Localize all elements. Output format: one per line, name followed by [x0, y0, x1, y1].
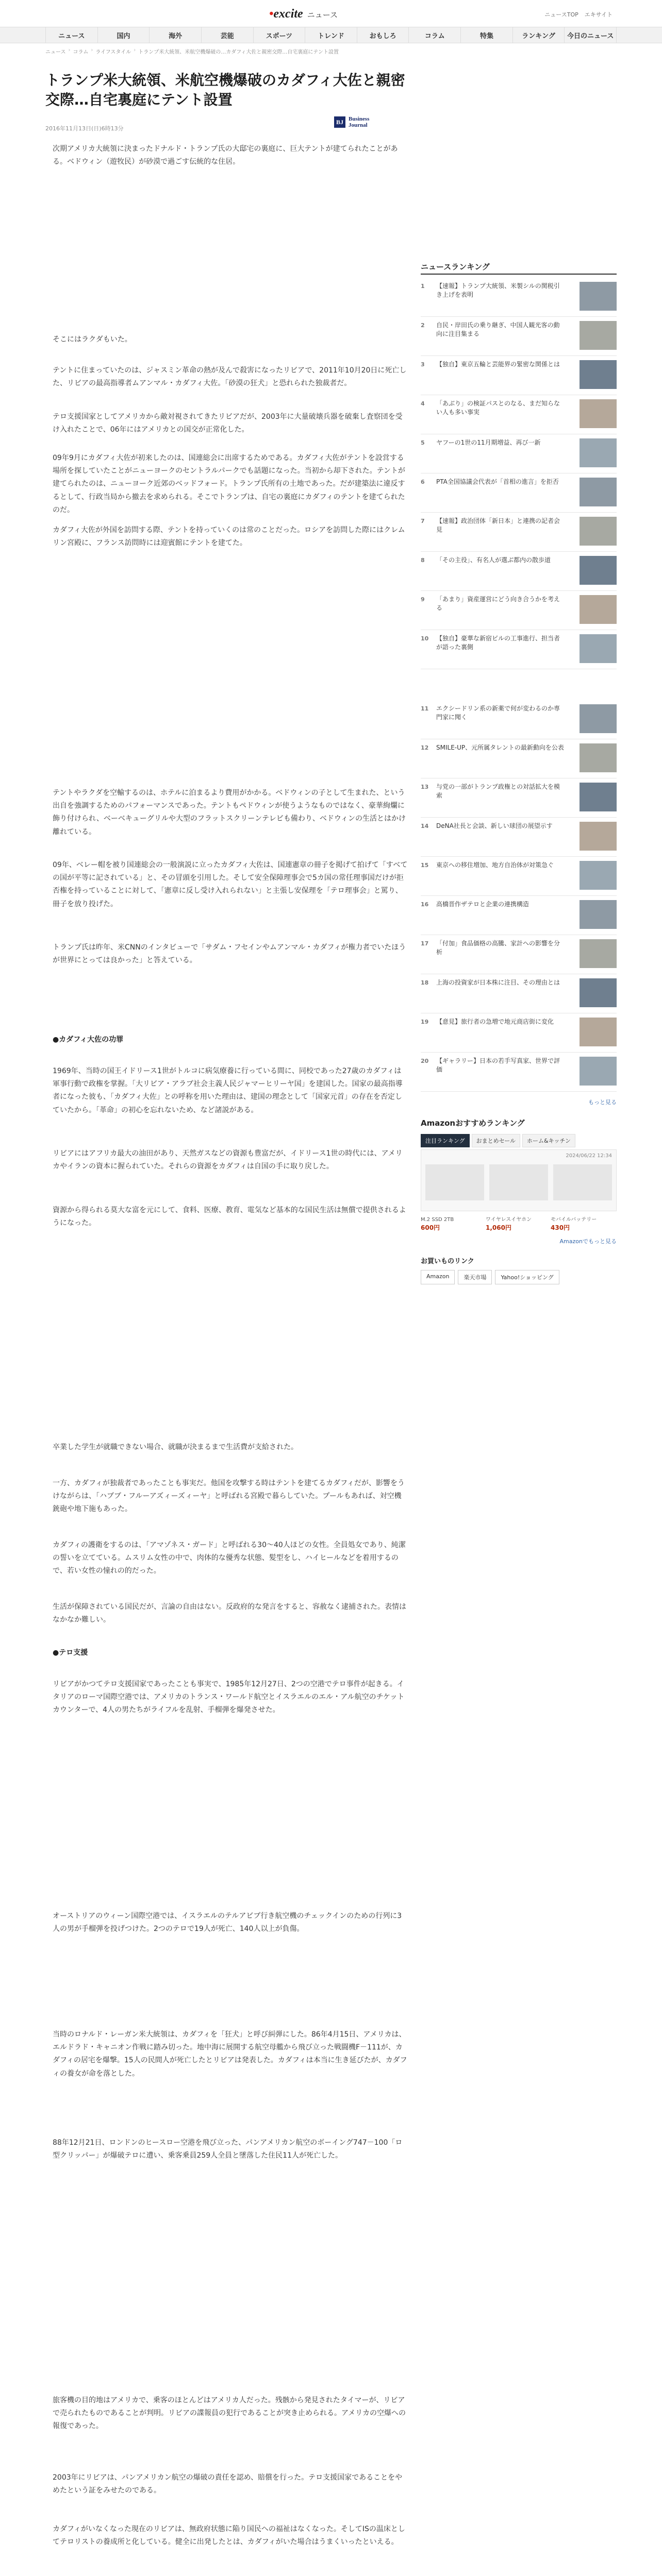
ranking-more-link[interactable]: もっと見る: [588, 1099, 617, 1106]
top-links: [544, 10, 613, 19]
ranking-number: 2: [421, 322, 425, 329]
nav-item-feature[interactable]: 特集: [461, 27, 513, 43]
article-paragraph: 2003年にリビアは、パンアメリカン航空の爆破の責任を認め、賠償を行った。テロ支援国家であることをやめたという証をみせたのである。: [53, 2473, 403, 2495]
article-paragraph: 卒業した学生が就職できない場合、就職が決まるまで生活費が支給された。: [53, 1443, 298, 1451]
ranking-number: 7: [421, 518, 425, 524]
ranking-headline: DeNA社長と会談、新しい球団の展望示す: [436, 822, 553, 829]
ranking-headline: 【速報】トランプ大統領、米製シルの関税引き上げを表明: [436, 282, 560, 299]
ranking-item[interactable]: [421, 513, 617, 552]
breadcrumb: ニュース › コラム › ライフスタイル › トランプ米大統領、米航空機爆破の…カダフィ大佐と親密交際…自宅裏庭にテント設置: [45, 47, 339, 55]
top-bar: [0, 0, 662, 27]
ranking-number: 12: [421, 744, 429, 751]
ranking-number: 15: [421, 862, 429, 869]
ranking-headline: 【独自】豪華な新宿ビルの工事進行、担当者が語った裏側: [436, 635, 560, 651]
section-heading: ●テロ支援: [53, 1649, 88, 1657]
ranking-thumbnail: [580, 861, 617, 890]
amazon-product-box: [421, 1149, 617, 1211]
ranking-item[interactable]: [421, 356, 617, 395]
ranking-number: 8: [421, 557, 425, 564]
ranking-number: 20: [421, 1058, 429, 1064]
ranking-item[interactable]: [421, 700, 617, 739]
article-paragraph: 1969年、当時の国王イドリース1世がトルコに病気療養に行っている間に、同校であった27歳のカダフィは軍事行動で政権を掌握。「大リビア・アラブ社会主義人民ジャマーヒリーヤ国」を建国した。国家の最高指導者になった彼も、「カダフィ大佐」との呼称を用いた理由は、建国の理念として「国家元首」の存在を否定していたから。「革命」の初心を忘れないため、など諸説がある。: [53, 1067, 403, 1114]
ranking-thumbnail: [580, 783, 617, 811]
article-paragraph: 資源から得られる莫大な富を元にして、食料、医療、教育、電気など基本的な国民生活は無償で提供されるようになった。: [53, 1206, 406, 1228]
ranking-thumbnail: [580, 1057, 617, 1086]
ranking-headline: 東京への移住増加、地方自治体が対策急ぐ: [436, 861, 554, 869]
ranking-headline: 「あまり」資産運営にどう向き合うかを考える: [436, 596, 560, 612]
shop-link-amazon[interactable]: Amazon: [421, 1270, 455, 1284]
nav-item-trend[interactable]: トレンド: [305, 27, 357, 43]
article-paragraph: そこにはラクダもいた。: [53, 335, 132, 344]
article-paragraph: 次期アメリカ大統領に決まったドナルド・トランプ氏の大邸宅の裏庭に、巨大テントが建てられたことがある。ベドウィン（遊牧民）が砂漠で過ごす伝統的な住居。: [53, 145, 398, 166]
nav-item-sports[interactable]: スポーツ: [254, 27, 306, 43]
ranking-number: 11: [421, 705, 429, 712]
ranking-headline: 【速報】政治団体「新日本」と連携の記者会見: [436, 517, 560, 534]
nav-item-today[interactable]: 今日のニュース: [565, 27, 617, 43]
ranking-number: 1: [421, 283, 425, 290]
ranking-thumbnail: [580, 360, 617, 389]
ranking-number: 5: [421, 439, 425, 446]
source-logo[interactable]: [334, 116, 369, 128]
ranking-headline: SMILE-UP、元所属タレントの最新動向を公表: [436, 744, 564, 751]
article-paragraph: 88年12月21日、ロンドンのヒースロー空港を飛び立った、パンアメリカン航空のボーイング747－100「ロ型クリッパー」が爆破テロに遭い、乗客乗員259人全員と墜落した住民11人が死亡した。: [53, 2139, 403, 2160]
ranking-item[interactable]: [421, 1013, 617, 1053]
ranking-title: ニュースランキング: [421, 262, 490, 272]
section-heading: ●カダフィ大佐の功罪: [53, 1036, 124, 1044]
ranking-number: 16: [421, 901, 429, 908]
article-paragraph: カダフィの護衛をするのは、「アマゾネス・ガード」と呼ばれる30～40人ほどの女性。全員処女であり、純潔の誓いを立てている。ムスリム女性の中で、肉体的な優秀な状態、髪型をし、ハイヒールなどを着用するので、若い女性の憧れの的だった。: [53, 1541, 406, 1575]
ranking-headline: 上海の投資家が日本株に注目、その理由とは: [436, 979, 560, 986]
amazon-price[interactable]: ワイヤレスイヤホン 1,060円: [486, 1217, 532, 1231]
nav-item-ranking[interactable]: ランキング: [513, 27, 565, 43]
article-paragraph: トランプ氏は昨年、米CNNのインタビューで「サダム・フセインやムアンマル・カダフィが権力者でいたほうが世界にとっては良かった」と答えている。: [53, 943, 406, 965]
ranking-thumbnail: [580, 595, 617, 624]
ranking-headline: 与党の一部がトランプ政権との対話拡大を模索: [436, 783, 560, 800]
ranking-thumbnail: [580, 743, 617, 772]
ranking-item[interactable]: [421, 935, 617, 974]
article-paragraph: テントやラクダを空輸するのは、ホテルに泊まるより費用がかかる。ベドウィンの子として生まれた、という出自を強調するためのパフォーマンスであった。テントもペドウィンが使うようなものではなく、豪華絢爛に飾り付けられ、ベーベキューグリルや大型のフラットスクリーンテレビも備わり、ベドウィンの生活とはかけ離れている。: [53, 789, 406, 836]
ranking-number: 17: [421, 940, 429, 947]
nav-item-entertainment[interactable]: 芸能: [202, 27, 254, 43]
top-link-news[interactable]: ニュースTOP: [544, 11, 578, 18]
breadcrumb-item[interactable]: ニュース: [45, 49, 66, 55]
ranking-thumbnail: [580, 438, 617, 467]
ranking-item[interactable]: [421, 896, 617, 935]
ranking-thumbnail: [580, 282, 617, 311]
ranking-thumbnail: [580, 1018, 617, 1046]
amazon-more-link[interactable]: Amazonでもっと見る: [559, 1238, 617, 1245]
shopping-links-title: お買いものリンク: [421, 1258, 474, 1265]
ranking-title-bar: [421, 274, 617, 275]
ranking-item[interactable]: [421, 1053, 617, 1092]
ranking-headline: 自民・岸田氏の乗り継ぎ、中国人観光客の動向に注目集まる: [436, 321, 560, 338]
shop-link-yahoo[interactable]: Yahoo!ショッピング: [495, 1270, 559, 1284]
ranking-headline: 【意見】旅行者の急増で地元商店街に変化: [436, 1018, 554, 1025]
ranking-headline: 【ギャラリー】日本の若手写真家、世界で評価: [436, 1057, 560, 1074]
ranking-thumbnail: [580, 517, 617, 546]
article-paragraph: 09年9月にカダフィ大佐が初来したのは、国連総会に出席するためである。カダフィ大佐がテントを設営する場所を探していたことがニューヨークのセントラルパークでも話題になった。当初から却下された。テントが建てられたのは、ニューヨーク近郊のベッドフォード。トランプ氏所有の土地であった。だが建築法に違反するとして、行政当局から撤去を求められる。そこでトランプは、自宅の裏庭にカダフィのテントを建てられたのだ。: [53, 454, 405, 514]
ranking-number: 13: [421, 784, 429, 790]
ranking-headline: 「あぶり」の検証パスとのなる、まだ知らない人も多い事実: [436, 400, 560, 416]
ranking-number: 19: [421, 1019, 429, 1025]
ranking-item[interactable]: [421, 278, 617, 317]
nav-item-world[interactable]: 海外: [150, 27, 202, 43]
breadcrumb-current: トランプ米大統領、米航空機爆破の…カダフィ大佐と親密交際…自宅裏庭にテント設置: [138, 49, 339, 55]
ranking-item[interactable]: [421, 974, 617, 1013]
source-mark: BJ: [334, 116, 345, 128]
article-paragraph: カダフィがいなくなった現在のリビアは、無政府状態に陥り国民への福祉はなくなった。そしてISの温床としてテロリストの養成所と化している。健全に出発したとは、カダフィがいた場合はうまくいったといえる。: [53, 2525, 405, 2547]
amazon-tab[interactable]: おまとめセール: [472, 1134, 520, 1147]
amazon-tabs: [421, 1134, 575, 1147]
ranking-item[interactable]: [421, 395, 617, 434]
ranking-item[interactable]: [421, 818, 617, 857]
article-paragraph: 生活が保障されている国民だが、言論の自由はない。反政府的な発言をすると、容赦なく逮捕された。表情はなかなか難しい。: [53, 1603, 406, 1624]
article-paragraph: リビアにはアフリカ最大の油田があり、天然ガスなどの資源も豊富だが、イドリース1世の時代には、アメリカやイランの資本に握られていた。それらの資源をカダフィは自国の手に取り戻した。: [53, 1149, 403, 1171]
amazon-tab[interactable]: ホーム&キッチン: [522, 1134, 575, 1147]
article-paragraph: 当時のロナルド・レーガン米大統領は、カダフィを「狂犬」と呼び糾弾にした。86年4月15日、アメリカは、エルドラド・キャニオン作戦に踏み切った。地中海に展開する航空母艦から飛び立った戦闘機F－111が、カダフィの居宅を爆撃。15人の民間人が死亡したとリビアは発表した。カダフィは本当に生き延びたが、カダフィの養女が命を落とした。: [53, 2030, 407, 2078]
ranking-headline: 高橋晋作ザテロと企業の連携構造: [436, 901, 529, 908]
shopping-links: [421, 1270, 559, 1284]
ranking-number: 14: [421, 823, 429, 829]
ranking-thumbnail: [580, 939, 617, 968]
amazon-tab[interactable]: 注目ランキング: [421, 1134, 470, 1147]
top-link-excite[interactable]: エキサイト: [584, 11, 613, 18]
ranking-thumbnail: [580, 900, 617, 929]
amazon-price[interactable]: M.2 SSD 2TB 600円: [421, 1217, 454, 1231]
ranking-thumbnail: [580, 399, 617, 428]
ranking-thumbnail: [580, 556, 617, 585]
amazon-update-time: 2024/06/22 12:34: [566, 1153, 612, 1159]
article-paragraph: 09年、ベレー帽を被り国連総会の一般演説に立ったカダフィ大佐は、国連憲章の冊子を掲げて拍げて「すべての国が平等に記されている」と、その冒頭を引用した。そして安全保障理事会で5カ国の常任理事国だけが拒否権を持っていることに対して、「憲章に反し受け入れられない」と主張し安保理を「テロ理事会」と罵り、冊子を放り投げた。: [53, 861, 408, 908]
ranking-item[interactable]: [421, 630, 617, 669]
amazon-products: [425, 1164, 612, 1200]
nav-item-domestic[interactable]: 国内: [98, 27, 150, 43]
ranking-item[interactable]: [421, 778, 617, 818]
ranking-headline: 「付加」食品価格の高騰、家計への影響を分析: [436, 940, 560, 956]
article-paragraph: 旅客機の目的地はアメリカで、乗客のほとんどはアメリカ人だった。残骸から発見されたタイマーが、リビアで売られたものであることが判明。リビアの諜報員の犯行であることが突き止められる。アメリカの空爆への報復であった。: [53, 2396, 406, 2431]
ranking-headline: エクシードリン系の新薬で何が変わるのか専門家に聞く: [436, 705, 560, 721]
breadcrumb-item[interactable]: ライフスタイル: [95, 49, 131, 55]
ranking-thumbnail: [580, 822, 617, 851]
main-nav: [0, 27, 662, 43]
ranking-item[interactable]: [421, 473, 617, 513]
nav-item-column[interactable]: コラム: [409, 27, 461, 43]
ranking-item[interactable]: [421, 739, 617, 778]
article-paragraph: オーストリアのウィーン国際空港では、イスラエルのテルアビブ行き航空機のチェックインのための行列に3人の男が手榴弾を投げつけた。2つのテロで19人が死亡、140人以上が負傷。: [53, 1912, 402, 1934]
amazon-product-image[interactable]: [425, 1164, 484, 1200]
ranking-number: 3: [421, 361, 425, 368]
article-paragraph: カダフィ大佐が外国を訪問する際、テントを持っていくのは常のことだった。ロシアを訪問した際にはクレムリン宮殿に、フランス訪問時には迎賓館にテントを建てた。: [53, 526, 405, 548]
amazon-price[interactable]: モバイルバッテリー 430円: [551, 1217, 597, 1231]
article-paragraph: テロ支援国家としてアメリカから敵対視されてきたリビアだが、2003年に大量破壊兵器を破棄し査察団を受け入れたことで、06年にはアメリカとの国交が正常化した。: [53, 413, 403, 434]
nav-item-funny[interactable]: おもしろ: [357, 27, 409, 43]
logo-mark: •excite: [269, 7, 303, 21]
ranking-item[interactable]: [421, 591, 617, 630]
shop-link-rakuten[interactable]: 楽天市場: [458, 1270, 492, 1284]
ranking-headline: PTA全国協議会代表が「首相の進言」を拒否: [436, 478, 559, 485]
article-title: トランプ米大統領、米航空機爆破のカダフィ大佐と親密交際…自宅裏庭にテント設置: [45, 72, 405, 108]
source-name: Business Journal: [349, 116, 370, 129]
ranking-number: 4: [421, 400, 425, 407]
ranking-item[interactable]: [421, 434, 617, 473]
site-logo[interactable]: [269, 7, 338, 21]
amazon-product-image[interactable]: [489, 1164, 548, 1200]
article-date: 2016年11月13日(日)6時13分: [45, 125, 124, 132]
ranking-item[interactable]: [421, 552, 617, 591]
ranking-headline: 「その主役」、有名人が選ぶ都内の散歩道: [436, 556, 551, 564]
article-paragraph: テントに住まっていたのは、ジャスミン革命の熱が及んで殺害になったリビアで、2011年10月20日に死亡した、リビアの最高指導者ムアンマル・カダフィ大佐。「砂漠の狂犬」と恐れられた独裁者だ。: [53, 366, 407, 388]
ranking-item[interactable]: [421, 317, 617, 356]
logo-subtitle: ニュース: [307, 10, 338, 20]
ranking-item[interactable]: [421, 857, 617, 896]
amazon-prices: [421, 1216, 617, 1232]
ranking-number: 18: [421, 979, 429, 986]
ranking-number: 6: [421, 479, 425, 485]
article-paragraph: 一方、カダフィが独裁者であったことも事実だ。他国を攻撃する時はテントを建てるカダフィだが、影響をうけながらは、「ハブブ・フルーアズィーズィーヤ」と呼ばれる宮殿で暮らしていた。プールもあれば、対空機銃砲や地下施もあった。: [53, 1479, 405, 1514]
ranking-thumbnail: [580, 978, 617, 1007]
ranking-thumbnail: [580, 321, 617, 350]
ranking-thumbnail: [580, 478, 617, 506]
ranking-headline: 【独自】東京五輪と芸能界の緊密な関係とは: [436, 361, 560, 368]
nav-item-news[interactable]: ニュース: [45, 27, 98, 43]
ranking-number: 10: [421, 635, 429, 642]
article-paragraph: リビアがかつてテロ支援国家であったことも事実で、1985年12月27日、2つの空港でテロ事件が起きる。イタリアのローマ国際空港では、アメリカのトランス・ワールド航空とイスラエルのエル・アル航空のチケットカウンターで、4人の男たちがライフルを乱射、手榴弾を爆発させた。: [53, 1680, 405, 1715]
breadcrumb-item[interactable]: コラム: [73, 49, 89, 55]
ranking-headline: ヤフーの1世の11月期増益、再び一新: [436, 439, 541, 446]
ranking-thumbnail: [580, 634, 617, 663]
amazon-ranking-title: Amazonおすすめランキング: [421, 1118, 525, 1128]
ranking-number: 9: [421, 596, 425, 603]
ranking-thumbnail: [580, 704, 617, 733]
amazon-product-image[interactable]: [553, 1164, 612, 1200]
